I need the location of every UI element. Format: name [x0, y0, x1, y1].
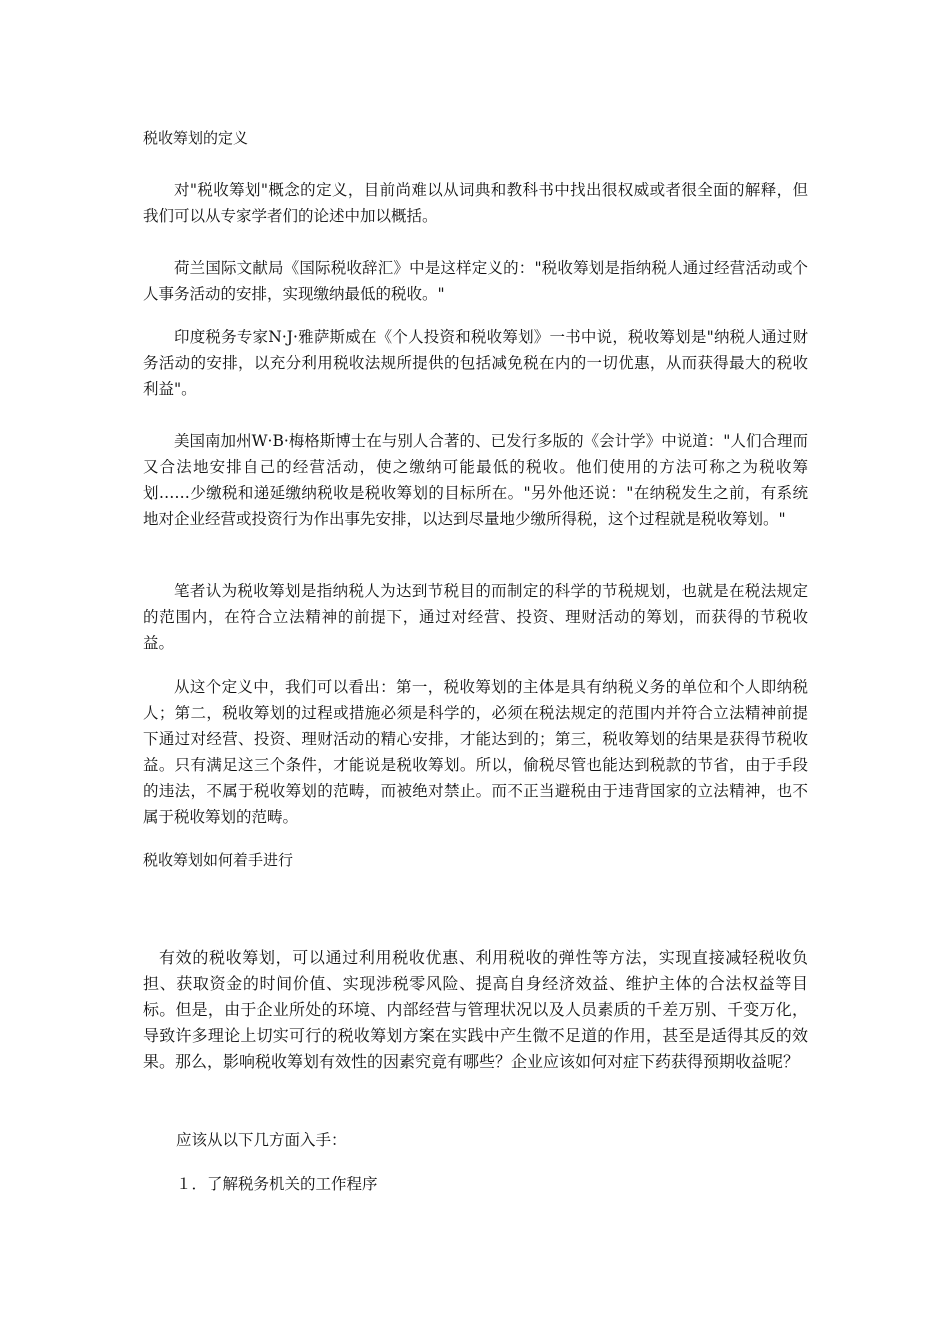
paragraph-author-definition: 笔者认为税收筹划是指纳税人为达到节税目的而制定的科学的节税规划，也就是在税法规定的范围内，在符合立法精神的前提下，通过对经营、投资、理财活动的筹划，而获得的节税收益。 [143, 582, 808, 652]
paragraph-effective-planning: 有效的税收筹划，可以通过利用税收优惠、利用税收的弹性等方法，实现直接减轻税收负担、获取资金的时间价值、实现涉税零风险、提高自身经济效益、维护主体的合法权益等目标。但是，由于企业所处的环境、内部经营与管理状况以及人员素质的千差万别、千变万化，导致许多理论上切实可行的税收筹划方案在实践中产生微不足道的作用，甚至是适得其反的效果。那么，影响税收筹划有效性的因素究竟有哪些？企业应该如何对症下药获得预期收益呢？ [143, 948, 808, 1071]
paragraph-intro: 对"税收筹划"概念的定义，目前尚难以从词典和教科书中找出很权威或者很全面的解释，但我们可以从专家学者们的论述中加以概括。 [143, 181, 808, 225]
paragraph-american-definition: 美国南加州W·B·梅格斯博士在与别人合著的、已发行多版的《会计学》中说道："人们合理而又合法地安排自己的经营活动，使之缴纳可能最低的税收。他们使用的方法可称之为税收筹划……少缴税和递延缴纳税收是税收筹划的目标所在。"另外他还说："在纳税发生之前，有系统地对企业经营或投资行为作出事先安排，以达到尽量地少缴所得税，这个过程就是税收筹划。" [143, 432, 808, 528]
paragraph-analysis: 从这个定义中，我们可以看出：第一，税收筹划的主体是具有纳税义务的单位和个人即纳税人；第二，税收筹划的过程或措施必须是科学的，必须在税法规定的范围内并符合立法精神前提下通过对经营、投资、理财活动的精心安排，才能达到的；第三，税收筹划的结果是获得节税收益。只有满足这三个条件，才能说是税收筹划。所以，偷税尽管也能达到税款的节省，由于手段的违法，不属于税收筹划的范畴，而被绝对禁止。而不正当避税由于违背国家的立法精神，也不属于税收筹划的范畴。 [143, 678, 808, 826]
section-heading-how-to: 税收筹划如何着手进行 [143, 851, 294, 869]
intro-line: 应该从以下几方面入手： [176, 1131, 347, 1149]
list-item: １．了解税务机关的工作程序 [176, 1175, 378, 1193]
section-heading-definition: 税收筹划的定义 [143, 129, 249, 147]
paragraph-dutch-definition: 荷兰国际文献局《国际税收辞汇》中是这样定义的："税收筹划是指纳税人通过经营活动或个人事务活动的安排，实现缴纳最低的税收。" [143, 259, 808, 303]
paragraph-indian-definition: 印度税务专家N·J·雅萨斯威在《个人投资和税收筹划》一书中说，税收筹划是"纳税人通过财务活动的安排，以充分利用税收法规所提供的包括减免税在内的一切优惠，从而获得最大的税收利益"。 [143, 328, 808, 398]
